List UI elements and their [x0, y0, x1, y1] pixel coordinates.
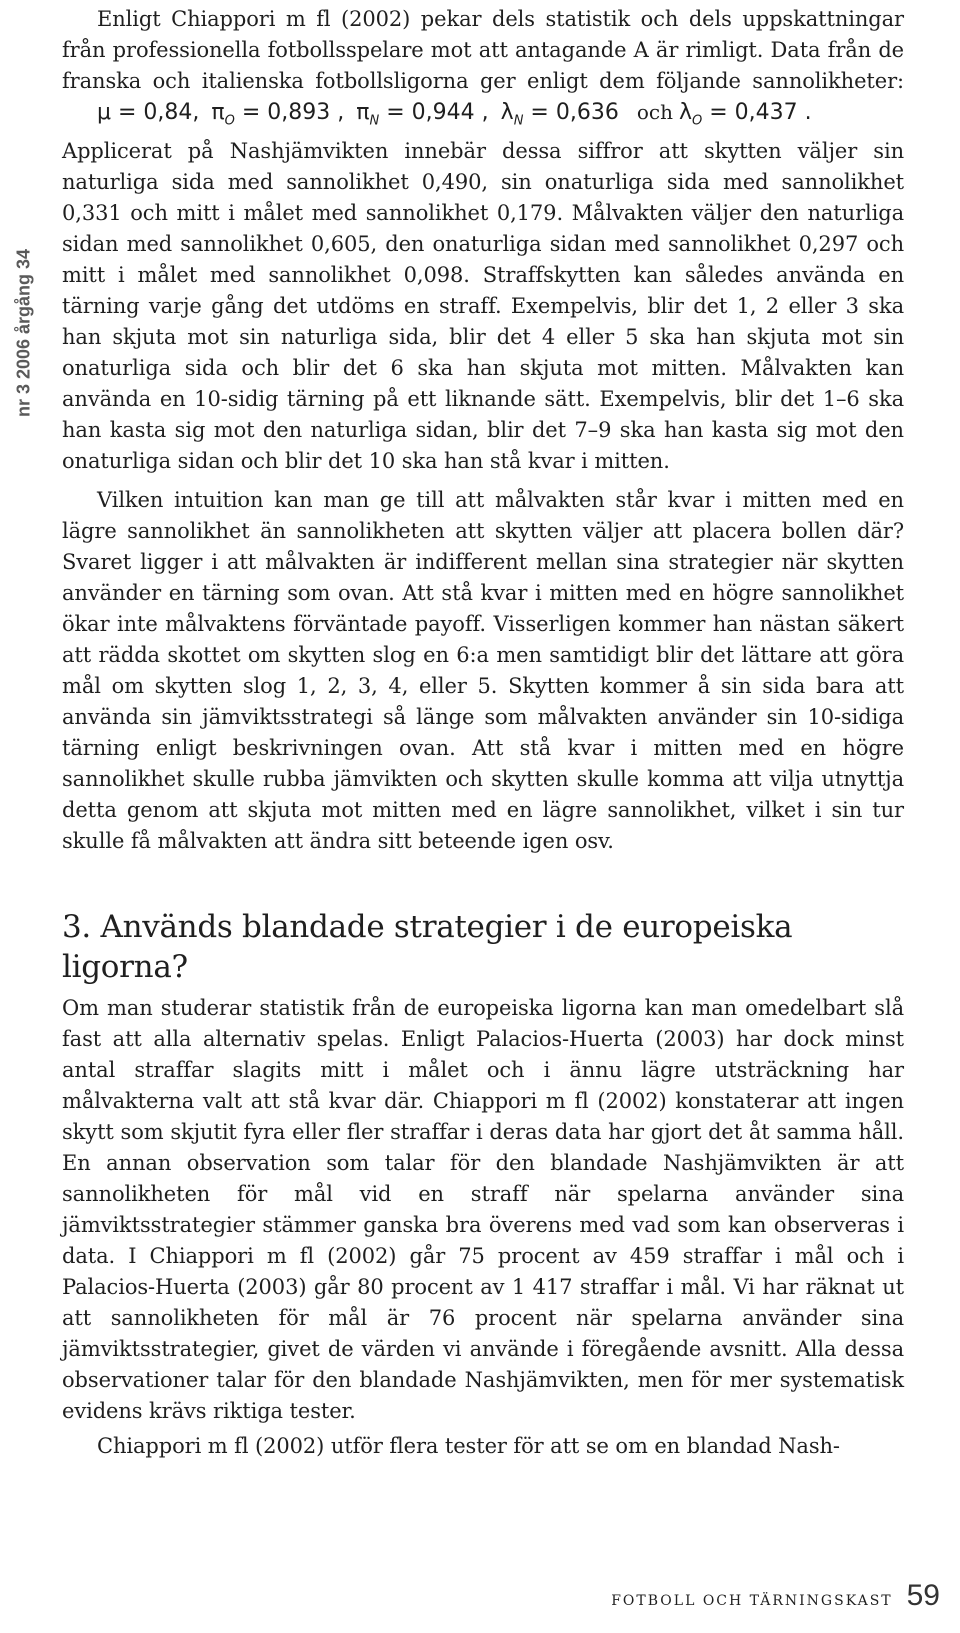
paragraph-4: Chiappori m fl (2002) utför flera tester för att se om en blandad Nash- [97, 1434, 840, 1459]
paragraph-2: Vilken intuition kan man ge till att målvakten står kvar i mitten med en lägre sannolikhet än sannolikheten att skytten väljer att placera bollen där? Svaret ligger i att målvakten är indifferent mellan sina strategier när skytten använder en tärning som ovan. Att stå kvar i mitten med en högre sannolikhet ökar inte målvaktens förväntade payoff. Visserligen kommer han nästan säkert att rädda skottet om skytten slog en 6:a men samtidigt blir det lättare att göra mål om skytten slog 1, 2, 3, 4, eller 5. Skytten kommer å sin sida bara att använda sin jämviktsstrategi så länge som målvakten använder sin 10-sidiga tärning enligt beskrivningen ovan. Att stå kvar i mitten med en högre sannolikhet skulle rubba jämvikten och skytten skulle komma att vilja utnyttja detta genom att skjuta mot mitten med en lägre sannolikhet, vilket i sin tur skulle få målvakten att ändra sitt beteende igen osv. [62, 488, 904, 854]
section-heading: 3. Används blandade strategier i de europeiska ligorna? [62, 909, 793, 986]
article-body [62, 4, 904, 1462]
formula-pi-n: $\pi_N = 0,944$ , [356, 100, 489, 129]
probability-formula [62, 97, 812, 136]
page-footer [611, 1579, 940, 1613]
formula-lambda-o: $\lambda_O = 0,437$ . [678, 100, 812, 129]
paragraph-1 [62, 4, 904, 477]
page-number: 59 [906, 1579, 940, 1612]
formula-och: och [636, 100, 673, 124]
formula-pi-o: $\pi_O = 0,893$ , [211, 100, 345, 129]
running-title: FOTBOLL OCH TÄRNINGSKAST [611, 1593, 893, 1609]
paragraph-1-intro: Enligt Chiappori m fl (2002) pekar dels statistik och dels uppskattningar från professionella fotbollsspelare mot att antagande A är rimligt. Data från de franska och italienska fotbollsligorna ger enligt dem följande sannolikheter: [62, 7, 904, 93]
formula-lambda-n: $\lambda_N = 0,636$ [500, 100, 619, 129]
paragraph-3: Om man studerar statistik från de europeiska ligorna kan man omedelbart slå fast att alla alternativ spelas. Enligt Palacios-Huerta (2003) har dock minst antal straffar slagits mitt i målet och i ännu lägre utsträckning har målvakterna valt att stå kvar där. Chiappori m fl (2002) konstaterar att ingen skytt som skjutit fyra eller fler straffar i deras data har gjort det åt samma håll. En annan observation som talar för den blandade Nashjämvikten är att sannolikheten för mål vid en straff när spelarna använder sina jämviktsstrategier stämmer ganska bra överens med vad som kan observeras i data. I Chiappori m fl (2002) går 75 procent av 459 straffar i mål och i Palacios-Huerta (2003) går 80 procent av 1 417 straffar i mål. Vi har räknat ut att sannolikheten för mål är 76 procent när spelarna använder sina jämviktsstrategier, givet de värden vi använde i föregående avsnitt. Alla dessa observationer talar för den blandade Nashjämvikten, men för mer systematisk evidens krävs riktiga tester. [62, 996, 904, 1424]
formula-mu: μ = 0,84, [97, 100, 200, 125]
paragraph-1-continued: Applicerat på Nashjämvikten innebär dessa siffror att skytten väljer sin naturliga sida med sannolikhet 0,490, sin onaturliga sida med sannolikhet 0,331 och mitt i målet med sannolikhet 0,179. Målvakten väljer den naturliga sidan med sannolikhet 0,605, den onaturliga sidan med sannolikhet 0,297 och mitt i målet med sannolikhet 0,098. Straffskytten kan således använda en tärning varje gång det utdöms en straff. Exempelvis, blir det 1, 2 eller 3 ska han skjuta mot sin naturliga sida, blir det 4 eller 5 ska han skjuta mot sin onaturliga sida och blir det 6 ska han skjuta mot mitten. Målvakten kan använda en 10-sidig tärning på ett liknande sätt. Exempelvis, blir det 1–6 ska han kasta sig mot den naturliga sidan, blir det 7–9 ska han kasta sig mot den onaturliga sidan och blir det 10 ska han stå kvar i mitten. [62, 139, 904, 474]
